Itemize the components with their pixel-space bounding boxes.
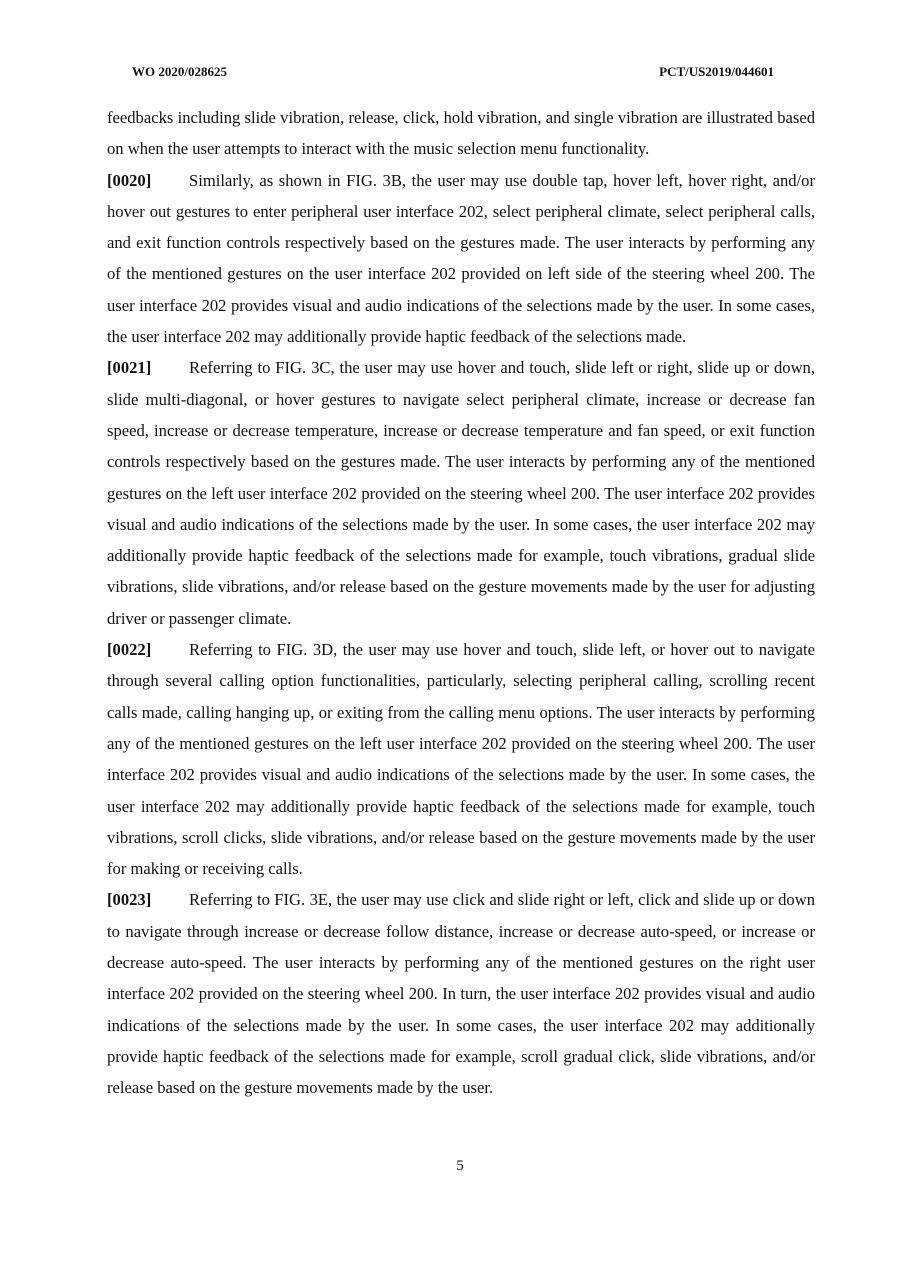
publication-number: WO 2020/028625 [132, 64, 227, 79]
paragraph-0022 [107, 634, 815, 884]
page-number: 5 [456, 1158, 464, 1174]
paragraph-number: [0020] [107, 170, 152, 190]
paragraph-number: [0022] [107, 640, 152, 660]
paragraph-0023 [107, 884, 815, 1103]
paragraph-number: [0021] [107, 358, 152, 378]
application-number: PCT/US2019/044601 [659, 64, 774, 79]
paragraph-0021 [107, 352, 815, 634]
page-header [132, 64, 774, 82]
paragraph-continuation [107, 102, 815, 165]
document-body [107, 102, 815, 1104]
paragraph-text: Referring to FIG. 3D, the user may use hover and touch, slide left, or hover out to navigate through several calling option functionalities, particularly, selecting peripheral calling, scrolling recent calls made, calling hanging up, or exiting from the calling menu options. The user interacts by performing any of the mentioned gestures on the left user interface 202 provided on the steering wheel 200. The user interface 202 provides visual and audio indications of the selections made by the user. In some cases, the user interface 202 may additionally provide haptic feedback of the selections made for example, touch vibrations, scroll clicks, slide vibrations, and/or release based on the gesture movements made by the user for making or receiving calls. [107, 640, 815, 879]
paragraph-text: Referring to FIG. 3E, the user may use click and slide right or left, click and slide up or down to navigate through increase or decrease follow distance, increase or decrease auto-speed, or increase or decrease auto-speed. The user interacts by performing any of the mentioned gestures on the right user interface 202 provided on the steering wheel 200. In turn, the user interface 202 provides visual and audio indications of the selections made by the user. In some cases, the user interface 202 may additionally provide haptic feedback of the selections made for example, scroll gradual click, slide vibrations, and/or release based on the gesture movements made by the user. [107, 890, 815, 1098]
paragraph-number: [0023] [107, 890, 152, 910]
paragraph-text: feedbacks including slide vibration, release, click, hold vibration, and single vibration are illustrated based on when the user attempts to interact with the music selection menu functionality. [107, 108, 815, 159]
paragraph-text: Similarly, as shown in FIG. 3B, the user may use double tap, hover left, hover right, and/or hover out gestures to enter peripheral user interface 202, select peripheral climate, select peripheral calls, and exit function controls respectively based on the gestures made. The user interacts by performing any of the mentioned gestures on the user interface 202 provided on left side of the steering wheel 200. The user interface 202 provides visual and audio indications of the selections made by the user. In some cases, the user interface 202 may additionally provide haptic feedback of the selections made. [107, 170, 815, 347]
paragraph-text: Referring to FIG. 3C, the user may use hover and touch, slide left or right, slide up or down, slide multi-diagonal, or hover gestures to navigate select peripheral climate, increase or decrease fan speed, increase or decrease temperature, increase or decrease temperature and fan speed, or exit function controls respectively based on the gestures made. The user interacts by performing any of the mentioned gestures on the left user interface 202 provided on the steering wheel 200. The user interface 202 provides visual and audio indications of the selections made by the user. In some cases, the user interface 202 may additionally provide haptic feedback of the selections made for example, touch vibrations, gradual slide vibrations, slide vibrations, and/or release based on the gesture movements made by the user for adjusting driver or passenger climate. [107, 358, 815, 628]
paragraph-0020 [107, 165, 815, 353]
